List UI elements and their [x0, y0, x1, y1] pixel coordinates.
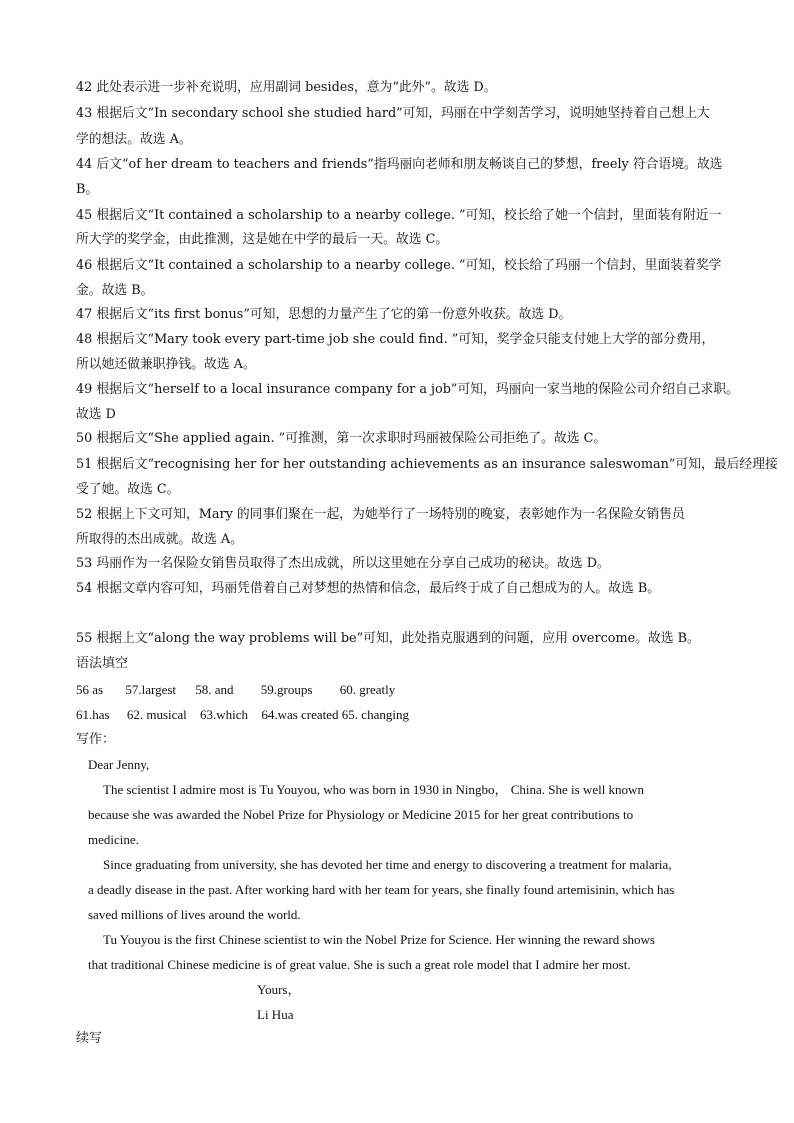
grammar-answer-62: 62. musical — [126, 707, 187, 722]
grammar-answer-57: 57.largest — [125, 682, 177, 697]
grammar-answer-56: 56 as — [76, 682, 104, 697]
answer-line-43: 43 根据后文“In secondary school she studied hard”可知，玛丽在中学刻苦学习，说明她坚持着自己想上大 — [76, 106, 710, 121]
letter-line-8: that traditional Chinese medicine is of great value. She is such a great role model that I admire her most. — [88, 957, 631, 972]
answer-line-43-cont: 学的想法。故选 A。 — [76, 132, 192, 147]
grammar-answer-60: 60. greatly — [339, 682, 396, 697]
letter-line-5: a deadly disease in the past. After working hard with her team for years, she finally found artemisinin, which has — [88, 882, 675, 897]
letter-line-1: The scientist I admire most is Tu Youyou, who was born in 1930 in Ningbo， China. She is well known — [103, 782, 644, 797]
grammar-answer-58: 58. and — [195, 682, 234, 697]
answer-line-47: 47 根据后文“its first bonus”可知，思想的力量产生了它的第一份意外收获。故选 D。 — [76, 307, 572, 322]
letter-closing: Yours， — [257, 982, 301, 997]
letter-line-4: Since graduating from university, she has devoted her time and energy to discovering a treatment for malaria, — [103, 857, 672, 872]
grammar-row-1 — [76, 681, 395, 699]
writing-heading: 写作： — [76, 732, 116, 747]
answer-line-51: 51 根据后文“recognising her for her outstanding achievements as an insurance saleswoman”可知，最后经理接 — [76, 457, 778, 472]
letter-signature: Li Hua — [257, 1007, 294, 1022]
grammar-answer-61: 61.has — [76, 707, 110, 722]
answer-line-45: 45 根据后文“It contained a scholarship to a nearby college. ”可知，校长给了她一个信封，里面装有附近一 — [76, 208, 722, 223]
continuation-heading: 续写 — [76, 1031, 103, 1046]
grammar-heading: 语法填空 — [76, 656, 129, 671]
grammar-row-2 — [76, 706, 409, 724]
letter-line-2: because she was awarded the Nobel Prize for Physiology or Medicine 2015 for her great contributions to — [88, 807, 634, 822]
answer-line-53: 53 玛丽作为一名保险女销售员取得了杰出成就，所以这里她在分享自己成功的秘诀。故选 D。 — [76, 556, 610, 571]
answer-line-46: 46 根据后文“It contained a scholarship to a nearby college. ”可知，校长给了玛丽一个信封，里面装着奖学 — [76, 258, 722, 273]
answer-line-45-cont: 所大学的奖学金，由此推测，这是她在中学的最后一天。故选 C。 — [76, 232, 449, 247]
letter-line-3: medicine. — [88, 832, 139, 847]
answer-line-48: 48 根据后文“Mary took every part-time job she could find. ”可知，奖学金只能支付她上大学的部分费用， — [76, 332, 715, 347]
answer-line-49: 49 根据后文“herself to a local insurance company for a job”可知，玛丽向一家当地的保险公司介绍自己求职。 — [76, 382, 739, 397]
answer-line-54: 54 根据文章内容可知，玛丽凭借着自己对梦想的热情和信念，最后终于成了自己想成为的人。故选 B。 — [76, 581, 661, 596]
grammar-answer-59: 59.groups — [260, 682, 313, 697]
letter-line-7: Tu Youyou is the first Chinese scientist to win the Nobel Prize for Science. Her winning the reward shows — [103, 932, 655, 947]
letter-line-6: saved millions of lives around the world. — [88, 907, 301, 922]
answer-line-51-cont: 受了她。故选 C。 — [76, 482, 180, 497]
answer-line-50: 50 根据后文“She applied again. ”可推测，第一次求职时玛丽被保险公司拒绝了。故选 C。 — [76, 431, 607, 446]
answer-line-49-cont: 故选 D — [76, 407, 116, 422]
grammar-answer-63: 63.which — [200, 707, 249, 722]
answer-line-44: 44 后文“of her dream to teachers and friends”指玛丽向老师和朋友畅谈自己的梦想，freely 符合语境。故选 — [76, 157, 723, 172]
answer-line-42: 42 此处表示进一步补充说明，应用副词 besides，意为“此外”。故选 D。 — [76, 80, 497, 95]
answer-line-46-cont: 金。故选 B。 — [76, 283, 154, 298]
answer-line-52-cont: 所取得的杰出成就。故选 A。 — [76, 532, 243, 547]
grammar-answer-64-65: 64.was created 65. changing — [261, 707, 409, 722]
answer-line-55: 55 根据上文“along the way problems will be”可知，此处指克服遇到的问题，应用 overcome。故选 B。 — [76, 631, 700, 646]
answer-line-52: 52 根据上下文可知，Mary 的同事们聚在一起，为她举行了一场特别的晚宴，表彰她作为一名保险女销售员 — [76, 507, 685, 522]
answer-line-44-cont: B。 — [76, 182, 99, 197]
answer-line-48-cont: 所以她还做兼职挣钱。故选 A。 — [76, 357, 256, 372]
letter-salutation: Dear Jenny, — [88, 757, 150, 772]
